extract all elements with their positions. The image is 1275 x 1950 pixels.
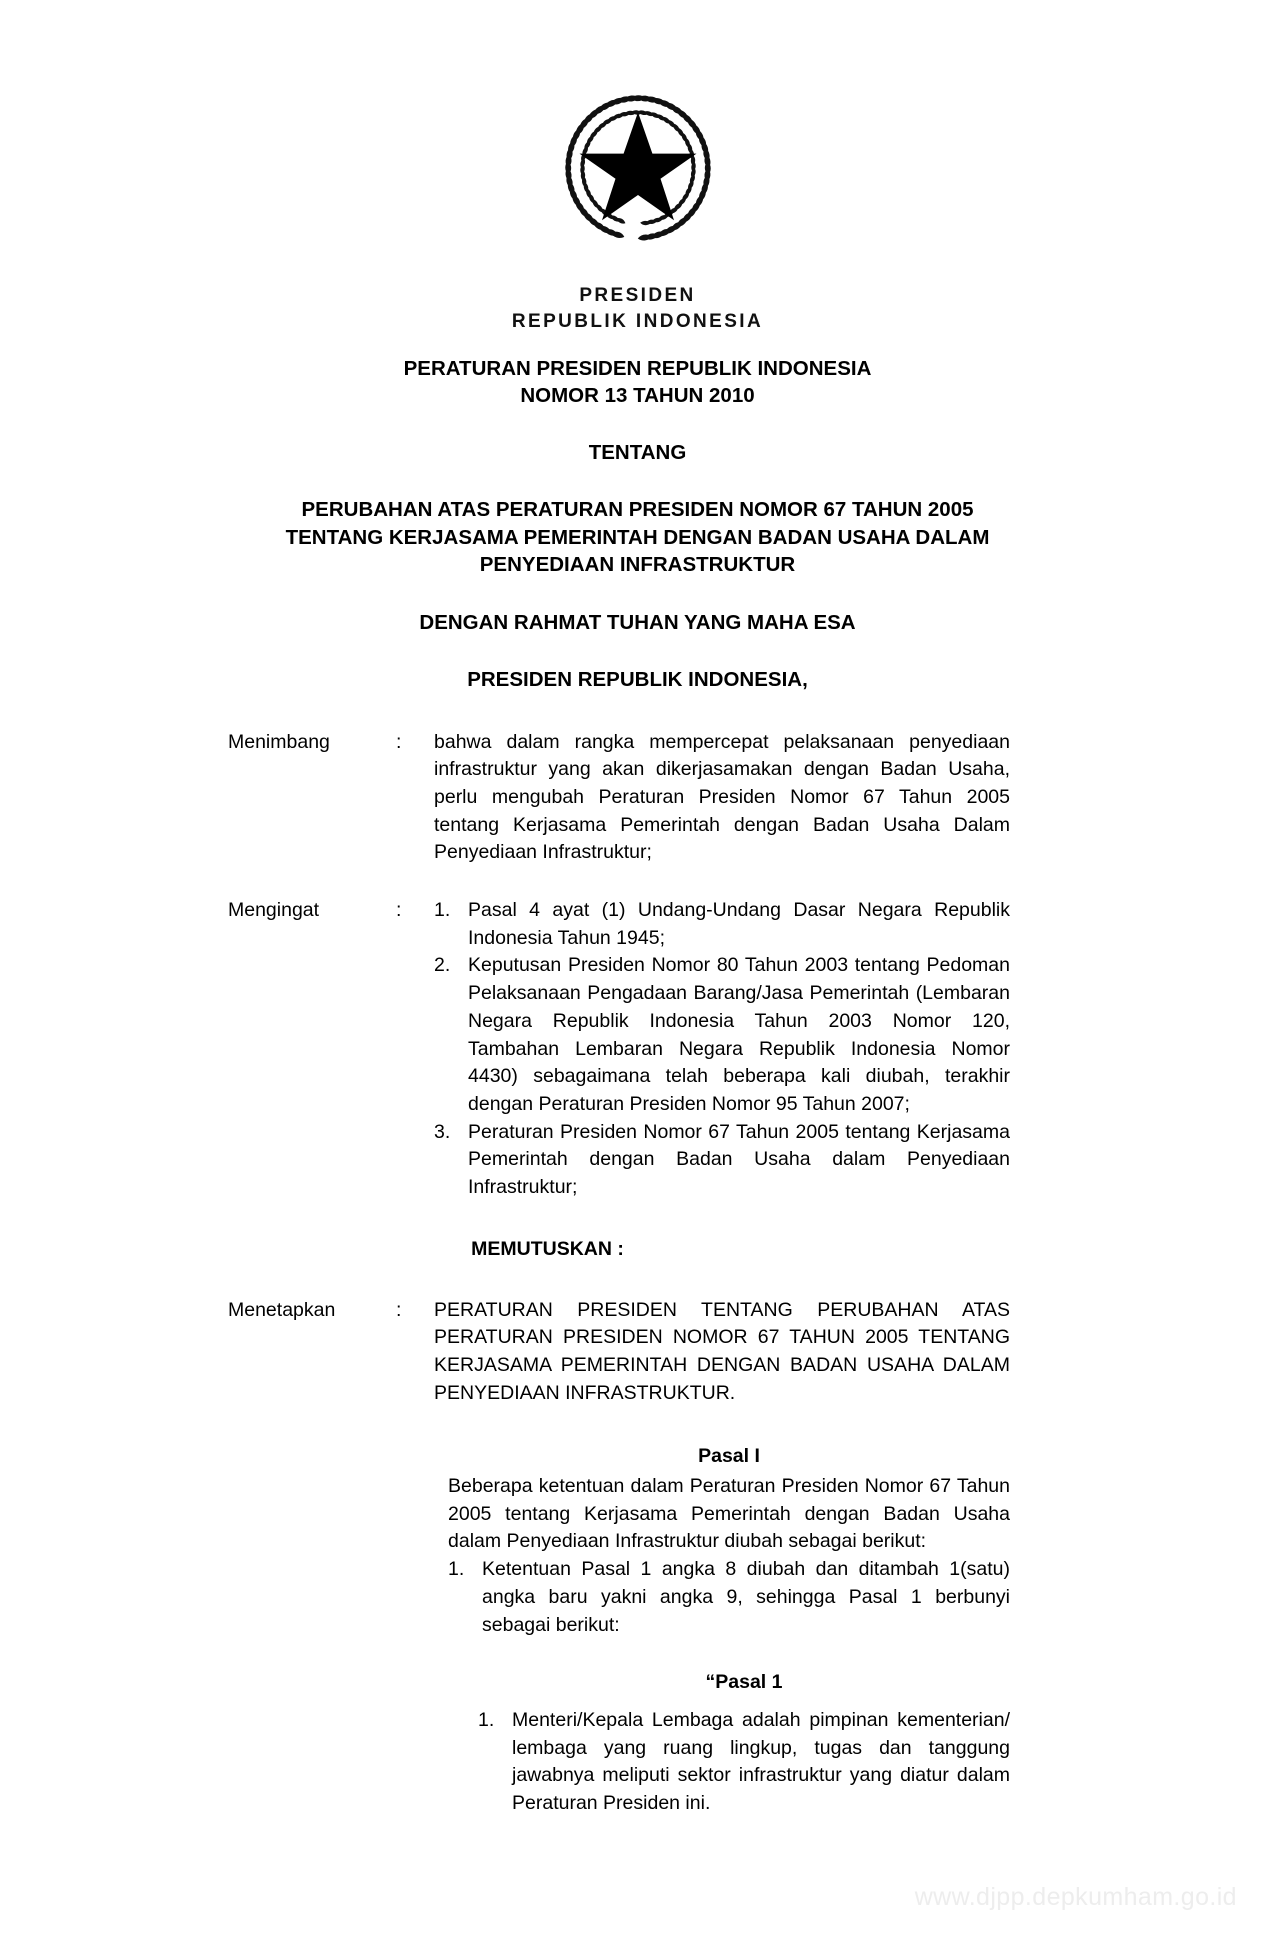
list-text: Menteri/Kepala Lembaga adalah pimpinan kementerian/ lembaga yang ruang lingkup, tugas dan tanggung jawabnya meliputi sektor infrastruktur yang diatur dalam Peraturan Presiden ini. <box>512 1708 1010 1814</box>
spacer <box>0 1639 1275 1669</box>
spacer <box>0 409 1275 439</box>
menetapkan-text: PERATURAN PRESIDEN TENTANG PERUBAHAN ATAS PERATURAN PRESIDEN NOMOR 67 TAHUN 2005 TENTANG KERJASAMA PEMERINTAH DENGAN BADAN USAHA DALAM PENYEDIAAN INFRASTRUKTUR. <box>434 1298 1010 1404</box>
mengingat-colon: : <box>396 899 402 922</box>
spacer <box>0 867 1275 897</box>
memutuskan-text: MEMUTUSKAN : <box>471 1237 624 1260</box>
spacer <box>478 1699 1010 1707</box>
spacer <box>0 1407 1275 1443</box>
authority-text: PRESIDEN REPUBLIK INDONESIA, <box>467 667 808 691</box>
spacer <box>0 579 1275 609</box>
pasal-i-heading: Pasal I <box>698 1445 760 1468</box>
letterhead <box>0 283 1275 334</box>
pasal-i-section <box>448 1443 1010 1639</box>
menetapkan-section <box>0 1297 1275 1408</box>
memutuskan-heading <box>0 1238 1275 1261</box>
document-body <box>0 355 1275 1818</box>
menetapkan-content <box>434 1297 1275 1408</box>
tentang-text: TENTANG <box>588 441 687 465</box>
invocation-text: DENGAN RAHMAT TUHAN YANG MAHA ESA <box>419 610 856 634</box>
subtitle-line-3: PENYEDIAAN INFRASTRUKTUR <box>479 553 796 577</box>
presidential-seal-icon <box>548 78 728 258</box>
list-text: Ketentuan Pasal 1 angka 8 diubah dan ditambah 1(satu) angka baru yakni angka 9, sehingga Pasal 1 berbunyi sebagai berikut: <box>482 1558 1010 1636</box>
menimbang-colon: : <box>396 730 402 753</box>
list-marker: 2. <box>434 954 451 977</box>
page-title <box>0 355 1275 409</box>
list-marker: 1. <box>478 1708 495 1731</box>
list-item <box>434 1119 1010 1202</box>
letterhead-line-1: PRESIDEN <box>579 285 696 306</box>
mengingat-section <box>0 897 1275 1202</box>
list-item <box>434 952 1010 1118</box>
pasal-1-quote-heading: “Pasal 1 <box>705 1671 783 1694</box>
mengingat-list <box>434 897 1010 1202</box>
menimbang-text: bahwa dalam rangka mempercepat pelaksanaan penyediaan infrastruktur yang akan dikerjasamakan dengan Badan Usaha, perlu mengubah Peraturan Presiden Nomor 67 Tahun 2005 tentang Kerjasama Pemerintah dengan Badan Usaha Dalam Penyediaan Infrastruktur; <box>434 730 1010 864</box>
menetapkan-label: Menetapkan <box>228 1298 336 1321</box>
list-marker: 1. <box>434 899 451 922</box>
list-marker: 3. <box>434 1120 451 1143</box>
spacer <box>0 466 1275 496</box>
list-text: Peraturan Presiden Nomor 67 Tahun 2005 tentang Kerjasama Pemerintah dengan Badan Usaha dalam Penyediaan Infrastruktur; <box>468 1120 1010 1198</box>
issuing-authority <box>0 666 1275 693</box>
title-line-2: NOMOR 13 TAHUN 2010 <box>520 384 755 408</box>
invocation <box>0 609 1275 636</box>
letterhead-line-2: REPUBLIK INDONESIA <box>511 310 764 332</box>
menimbang-content <box>434 729 1275 867</box>
site-watermark: www.djpp.depkumham.go.id <box>914 1883 1237 1911</box>
menetapkan-colon: : <box>396 1298 402 1321</box>
list-item <box>434 897 1010 952</box>
list-marker: 1. <box>448 1558 465 1581</box>
menimbang-section <box>0 729 1275 867</box>
subtitle-line-2: TENTANG KERJASAMA PEMERINTAH DENGAN BADAN USAHA DALAM <box>285 525 990 549</box>
pasal-1-quote-list <box>478 1707 1010 1818</box>
menimbang-label: Menimbang <box>228 730 330 753</box>
mengingat-content <box>434 897 1275 1202</box>
spacer <box>0 693 1275 729</box>
subtitle-line-1: PERUBAHAN ATAS PERATURAN PRESIDEN NOMOR 67 TAHUN 2005 <box>301 498 974 522</box>
spacer <box>0 1202 1275 1238</box>
list-item <box>448 1556 1010 1639</box>
mengingat-label: Mengingat <box>228 899 320 922</box>
pasal-1-quote-section <box>478 1669 1010 1817</box>
list-text: Pasal 4 ayat (1) Undang-Undang Dasar Negara Republik Indonesia Tahun 1945; <box>468 899 1010 949</box>
title-line-1: PERATURAN PRESIDEN REPUBLIK INDONESIA <box>403 357 872 380</box>
spacer <box>0 1261 1275 1297</box>
pasal-i-intro: Beberapa ketentuan dalam Peraturan Presiden Nomor 67 Tahun 2005 tentang Kerjasama Pemerintah dengan Badan Usaha dalam Penyediaan Infrastruktur diubah sebagai berikut: <box>448 1475 1010 1553</box>
spacer <box>0 636 1275 666</box>
list-item <box>478 1707 1010 1818</box>
pasal-i-list <box>448 1556 1010 1639</box>
list-text: Keputusan Presiden Nomor 80 Tahun 2003 tentang Pedoman Pelaksanaan Pengadaan Barang/Jasa Pemerintah (Lembaran Negara Republik Indonesia Tahun 2003 Nomor 120, Tambahan Lembaran Negara Republik Indonesia Nomor 4430) sebagaimana telah beberapa kali diubah, terakhir dengan Peraturan Presiden Nomor 95 Tahun 2007; <box>468 954 1010 1115</box>
tentang-label <box>0 439 1275 466</box>
document-subtitle <box>0 496 1275 578</box>
emblem-container <box>0 78 1275 258</box>
